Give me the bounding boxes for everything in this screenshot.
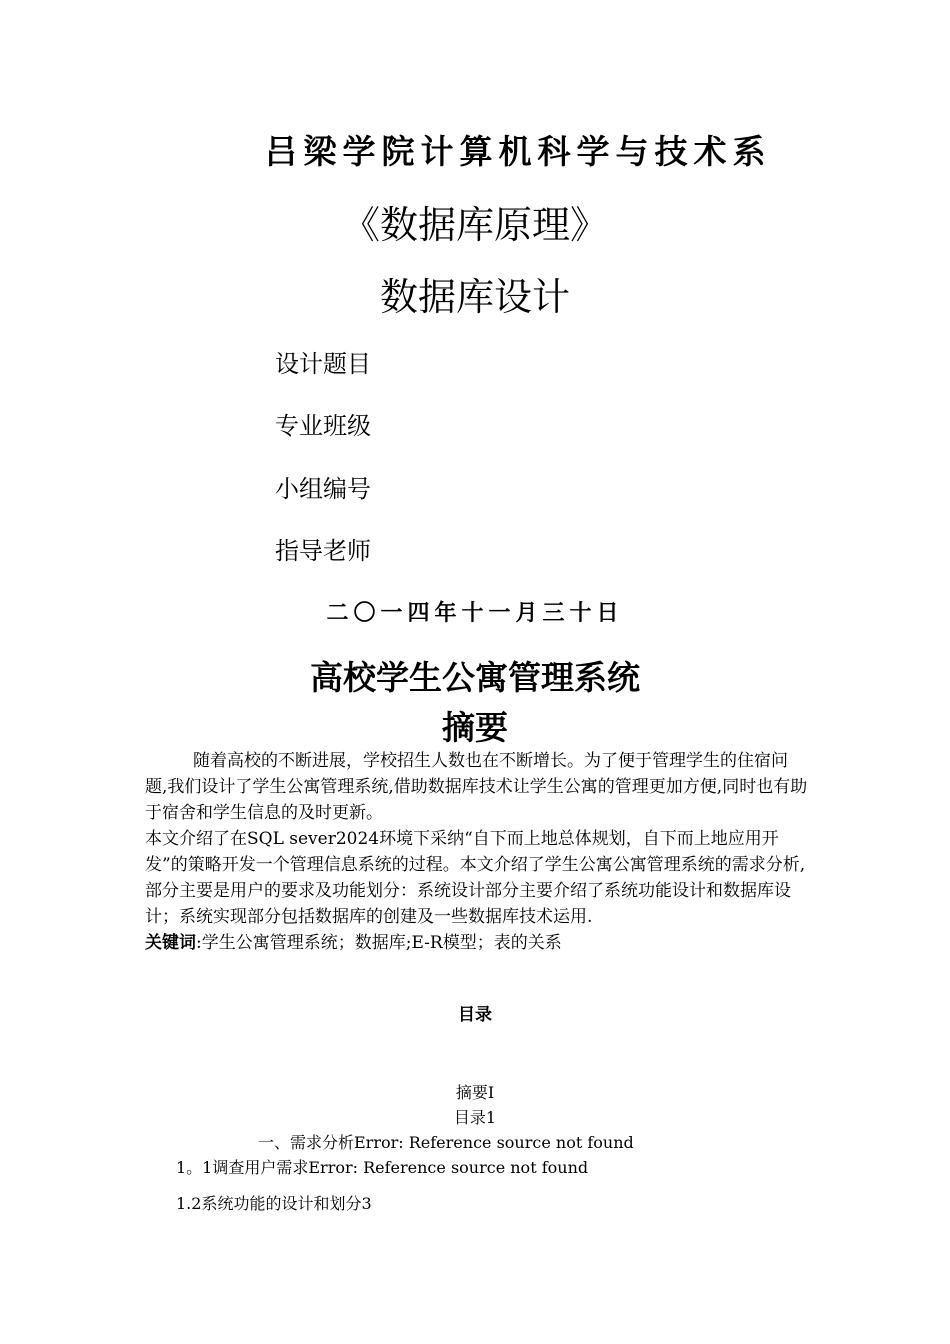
abstract-paragraph-1: 随着高校的不断进展，学校招生人数也在不断增长。为了便于管理学生的住宿问题,我们设计了学生公寓管理系统,借助数据库技术让学生公寓的管理更加方便,同时也有助于宿舍和学生信息的及时更新。 bbox=[145, 751, 808, 823]
course-title: 《数据库原理》 bbox=[341, 203, 608, 247]
field-design-topic: 设计题目 bbox=[275, 350, 371, 378]
cover-date: 二〇一四年十一月三十日 bbox=[326, 600, 624, 626]
department-name: 吕梁学院计算机科学与技术系 bbox=[264, 132, 772, 171]
field-advisor: 指导老师 bbox=[275, 537, 371, 565]
keywords-text: :学生公寓管理系统；数据库;E-R模型；表的关系 bbox=[196, 933, 562, 953]
keywords-line bbox=[145, 930, 810, 956]
toc-entry[interactable]: 一、需求分析Error: Reference source not found bbox=[258, 1133, 634, 1152]
document-title: 高校学生公寓管理系统 bbox=[310, 658, 640, 697]
field-group-number: 小组编号 bbox=[275, 475, 371, 503]
toc-heading: 目录 bbox=[458, 1005, 492, 1025]
design-title: 数据库设计 bbox=[379, 275, 570, 319]
toc-entry[interactable]: 1.2系统功能的设计和划分3 bbox=[176, 1194, 372, 1213]
field-major-class: 专业班级 bbox=[275, 412, 371, 440]
abstract-heading: 摘要 bbox=[442, 708, 508, 747]
toc-entry[interactable]: 目录1 bbox=[453, 1108, 497, 1127]
toc-entry[interactable]: 摘要Ⅰ bbox=[455, 1083, 495, 1102]
abstract-body bbox=[145, 748, 810, 956]
toc-entry[interactable]: 1。1调查用户需求Error: Reference source not found bbox=[176, 1158, 589, 1177]
keywords-label: 关键词 bbox=[145, 933, 196, 953]
abstract-paragraph-2: 本文介绍了在SQL sever2024环境下采纳“自下而上地总体规划，自下而上地应用开发”的策略开发一个管理信息系统的过程。本文介绍了学生公寓公寓管理系统的需求分析,部分主要是用户的要求及功能划分：系统设计部分主要介绍了系统功能设计和数据库设计；系统实现部分包括数据库的创建及一些数据库技术运用. bbox=[145, 829, 806, 927]
